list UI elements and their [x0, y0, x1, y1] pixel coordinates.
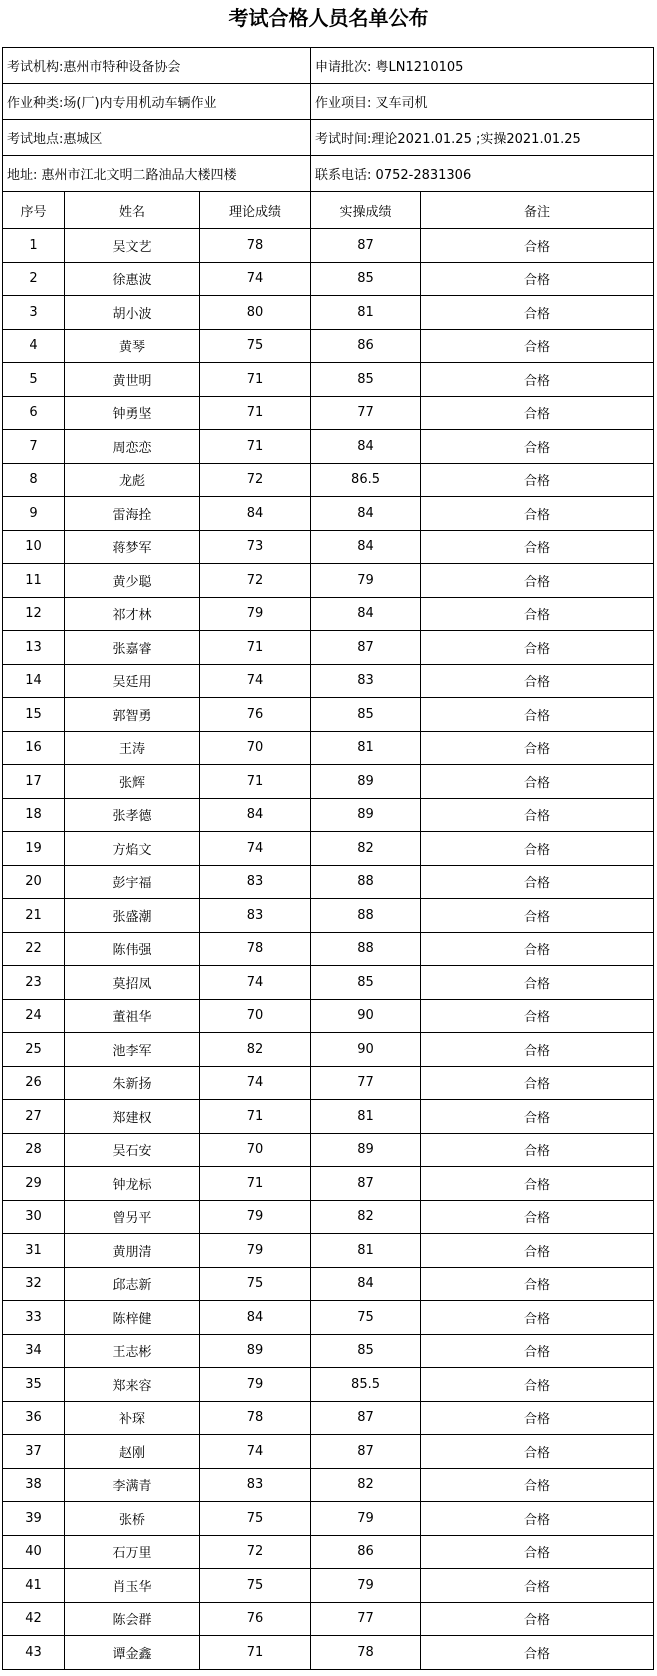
remark: 合格: [421, 1468, 654, 1502]
table-row: [3, 396, 654, 430]
remark: 合格: [421, 1535, 654, 1569]
row-number: 38: [3, 1468, 65, 1502]
table-row: [3, 497, 654, 531]
theory-score: 83: [200, 1468, 311, 1502]
remark: 合格: [421, 564, 654, 598]
row-number: 22: [3, 932, 65, 966]
practical-score: 88: [311, 899, 421, 933]
remark: 合格: [421, 430, 654, 464]
candidate-name: 周恋恋: [65, 430, 200, 464]
remark: 合格: [421, 631, 654, 665]
candidate-name: 胡小波: [65, 296, 200, 330]
table-row: [3, 1569, 654, 1603]
theory-score: 75: [200, 1502, 311, 1536]
row-number: 31: [3, 1234, 65, 1268]
candidate-name: 张孝德: [65, 798, 200, 832]
remark: 合格: [421, 1602, 654, 1636]
table-row: [3, 1267, 654, 1301]
theory-score: 84: [200, 798, 311, 832]
candidate-name: 黄世明: [65, 363, 200, 397]
exam-location: 考试地点:惠城区: [3, 120, 311, 156]
theory-score: 82: [200, 1033, 311, 1067]
application-batch: 申请批次: 粤LN1210105: [311, 48, 654, 84]
candidate-name: 补琛: [65, 1401, 200, 1435]
remark: 合格: [421, 363, 654, 397]
practical-score: 84: [311, 597, 421, 631]
table-row: [3, 363, 654, 397]
remark: 合格: [421, 832, 654, 866]
theory-score: 72: [200, 564, 311, 598]
theory-score: 74: [200, 1066, 311, 1100]
theory-score: 75: [200, 1267, 311, 1301]
table-row: [3, 329, 654, 363]
candidate-name: 黄少聪: [65, 564, 200, 598]
row-number: 35: [3, 1368, 65, 1402]
candidate-name: 董祖华: [65, 999, 200, 1033]
row-number: 28: [3, 1133, 65, 1167]
column-header-theory-score: 理论成绩: [200, 192, 311, 229]
practical-score: 81: [311, 1234, 421, 1268]
remark: 合格: [421, 262, 654, 296]
practical-score: 84: [311, 430, 421, 464]
table-row: [3, 1334, 654, 1368]
row-number: 42: [3, 1602, 65, 1636]
theory-score: 76: [200, 698, 311, 732]
remark: 合格: [421, 1636, 654, 1670]
candidate-name: 方焰文: [65, 832, 200, 866]
remark: 合格: [421, 463, 654, 497]
work-item: 作业项目: 叉车司机: [311, 84, 654, 120]
practical-score: 89: [311, 798, 421, 832]
table-row: [3, 1033, 654, 1067]
candidate-name: 曾另平: [65, 1200, 200, 1234]
theory-score: 79: [200, 597, 311, 631]
candidate-name: 池李军: [65, 1033, 200, 1067]
candidate-name: 朱新扬: [65, 1066, 200, 1100]
candidate-name: 祁才林: [65, 597, 200, 631]
candidate-name: 黄琴: [65, 329, 200, 363]
candidate-name: 陈会群: [65, 1602, 200, 1636]
remark: 合格: [421, 698, 654, 732]
practical-score: 75: [311, 1301, 421, 1335]
remark: 合格: [421, 1234, 654, 1268]
remark: 合格: [421, 999, 654, 1033]
practical-score: 82: [311, 1200, 421, 1234]
remark: 合格: [421, 1401, 654, 1435]
theory-score: 73: [200, 530, 311, 564]
row-number: 33: [3, 1301, 65, 1335]
candidate-name: 张辉: [65, 765, 200, 799]
row-number: 15: [3, 698, 65, 732]
table-row: [3, 865, 654, 899]
row-number: 10: [3, 530, 65, 564]
row-number: 43: [3, 1636, 65, 1670]
table-row: [3, 229, 654, 263]
theory-score: 79: [200, 1234, 311, 1268]
candidate-name: 龙彪: [65, 463, 200, 497]
row-number: 3: [3, 296, 65, 330]
row-number: 30: [3, 1200, 65, 1234]
theory-score: 78: [200, 229, 311, 263]
remark: 合格: [421, 932, 654, 966]
practical-score: 79: [311, 564, 421, 598]
remark: 合格: [421, 597, 654, 631]
table-row: [3, 430, 654, 464]
row-number: 40: [3, 1535, 65, 1569]
practical-score: 86: [311, 329, 421, 363]
results-table: [2, 47, 654, 1670]
theory-score: 74: [200, 664, 311, 698]
remark: 合格: [421, 1334, 654, 1368]
theory-score: 78: [200, 1401, 311, 1435]
table-row: [3, 530, 654, 564]
practical-score: 81: [311, 731, 421, 765]
table-row: [3, 1435, 654, 1469]
info-row: [3, 120, 654, 156]
candidate-name: 钟勇坚: [65, 396, 200, 430]
table-row: [3, 1468, 654, 1502]
table-row: [3, 597, 654, 631]
remark: 合格: [421, 1133, 654, 1167]
table-row: [3, 1200, 654, 1234]
theory-score: 83: [200, 899, 311, 933]
row-number: 37: [3, 1435, 65, 1469]
practical-score: 77: [311, 1066, 421, 1100]
remark: 合格: [421, 329, 654, 363]
table-row: [3, 1100, 654, 1134]
theory-score: 74: [200, 966, 311, 1000]
remark: 合格: [421, 798, 654, 832]
remark: 合格: [421, 1100, 654, 1134]
candidate-name: 雷海拴: [65, 497, 200, 531]
table-row: [3, 1234, 654, 1268]
practical-score: 88: [311, 932, 421, 966]
practical-score: 87: [311, 1167, 421, 1201]
candidate-name: 莫招凤: [65, 966, 200, 1000]
table-row: [3, 1167, 654, 1201]
row-number: 17: [3, 765, 65, 799]
practical-score: 85: [311, 966, 421, 1000]
practical-score: 85.5: [311, 1368, 421, 1402]
row-number: 39: [3, 1502, 65, 1536]
table-row: [3, 932, 654, 966]
candidate-name: 陈梓健: [65, 1301, 200, 1335]
candidate-name: 钟龙标: [65, 1167, 200, 1201]
table-row: [3, 1301, 654, 1335]
practical-score: 79: [311, 1502, 421, 1536]
practical-score: 90: [311, 1033, 421, 1067]
row-number: 34: [3, 1334, 65, 1368]
row-number: 9: [3, 497, 65, 531]
table-row: [3, 731, 654, 765]
table-row: [3, 798, 654, 832]
table-row: [3, 999, 654, 1033]
row-number: 6: [3, 396, 65, 430]
practical-score: 83: [311, 664, 421, 698]
theory-score: 75: [200, 1569, 311, 1603]
table-row: [3, 1636, 654, 1670]
remark: 合格: [421, 1502, 654, 1536]
table-header-row: [3, 192, 654, 229]
table-row: [3, 1401, 654, 1435]
practical-score: 85: [311, 1334, 421, 1368]
practical-score: 90: [311, 999, 421, 1033]
remark: 合格: [421, 664, 654, 698]
candidate-name: 张桥: [65, 1502, 200, 1536]
row-number: 32: [3, 1267, 65, 1301]
theory-score: 71: [200, 631, 311, 665]
remark: 合格: [421, 229, 654, 263]
theory-score: 79: [200, 1368, 311, 1402]
row-number: 4: [3, 329, 65, 363]
table-row: [3, 631, 654, 665]
table-row: [3, 463, 654, 497]
practical-score: 85: [311, 698, 421, 732]
row-number: 21: [3, 899, 65, 933]
theory-score: 78: [200, 932, 311, 966]
candidate-name: 吴石安: [65, 1133, 200, 1167]
theory-score: 71: [200, 1167, 311, 1201]
theory-score: 74: [200, 832, 311, 866]
exam-org: 考试机构:惠州市特种设备协会: [3, 48, 311, 84]
practical-score: 85: [311, 363, 421, 397]
remark: 合格: [421, 1569, 654, 1603]
remark: 合格: [421, 296, 654, 330]
theory-score: 76: [200, 1602, 311, 1636]
candidate-name: 谭金鑫: [65, 1636, 200, 1670]
row-number: 24: [3, 999, 65, 1033]
practical-score: 78: [311, 1636, 421, 1670]
practical-score: 87: [311, 1435, 421, 1469]
column-header-practical-score: 实操成绩: [311, 192, 421, 229]
practical-score: 85: [311, 262, 421, 296]
row-number: 25: [3, 1033, 65, 1067]
remark: 合格: [421, 1368, 654, 1402]
table-row: [3, 1066, 654, 1100]
practical-score: 87: [311, 229, 421, 263]
practical-score: 84: [311, 497, 421, 531]
row-number: 18: [3, 798, 65, 832]
candidate-name: 徐惠波: [65, 262, 200, 296]
row-number: 7: [3, 430, 65, 464]
practical-score: 77: [311, 1602, 421, 1636]
practical-score: 82: [311, 832, 421, 866]
row-number: 36: [3, 1401, 65, 1435]
table-row: [3, 262, 654, 296]
remark: 合格: [421, 530, 654, 564]
candidate-name: 郑来容: [65, 1368, 200, 1402]
practical-score: 86.5: [311, 463, 421, 497]
row-number: 20: [3, 865, 65, 899]
candidate-name: 肖玉华: [65, 1569, 200, 1603]
table-row: [3, 899, 654, 933]
remark: 合格: [421, 1066, 654, 1100]
theory-score: 72: [200, 463, 311, 497]
remark: 合格: [421, 731, 654, 765]
table-row: [3, 832, 654, 866]
table-row: [3, 664, 654, 698]
candidate-name: 邱志新: [65, 1267, 200, 1301]
candidate-name: 张嘉睿: [65, 631, 200, 665]
remark: 合格: [421, 497, 654, 531]
practical-score: 89: [311, 1133, 421, 1167]
row-number: 41: [3, 1569, 65, 1603]
table-row: [3, 966, 654, 1000]
remark: 合格: [421, 1435, 654, 1469]
theory-score: 71: [200, 765, 311, 799]
row-number: 14: [3, 664, 65, 698]
theory-score: 71: [200, 1100, 311, 1134]
remark: 合格: [421, 396, 654, 430]
candidate-name: 石万里: [65, 1535, 200, 1569]
theory-score: 70: [200, 731, 311, 765]
theory-score: 70: [200, 1133, 311, 1167]
theory-score: 83: [200, 865, 311, 899]
column-header-remark: 备注: [421, 192, 654, 229]
practical-score: 77: [311, 396, 421, 430]
row-number: 1: [3, 229, 65, 263]
column-header-name: 姓名: [65, 192, 200, 229]
theory-score: 72: [200, 1535, 311, 1569]
theory-score: 71: [200, 430, 311, 464]
candidate-name: 郑建权: [65, 1100, 200, 1134]
candidate-name: 李满青: [65, 1468, 200, 1502]
exam-time: 考试时间:理论2021.01.25 ;实操2021.01.25: [311, 120, 654, 156]
contact-phone: 联系电话: 0752-2831306: [311, 156, 654, 192]
theory-score: 71: [200, 396, 311, 430]
work-category: 作业种类:场(厂)内专用机动车辆作业: [3, 84, 311, 120]
row-number: 27: [3, 1100, 65, 1134]
theory-score: 70: [200, 999, 311, 1033]
row-number: 8: [3, 463, 65, 497]
practical-score: 82: [311, 1468, 421, 1502]
info-row: [3, 156, 654, 192]
candidate-name: 王涛: [65, 731, 200, 765]
candidate-name: 吴文艺: [65, 229, 200, 263]
table-row: [3, 1535, 654, 1569]
candidate-name: 赵刚: [65, 1435, 200, 1469]
row-number: 2: [3, 262, 65, 296]
remark: 合格: [421, 1200, 654, 1234]
candidate-name: 陈伟强: [65, 932, 200, 966]
row-number: 13: [3, 631, 65, 665]
theory-score: 74: [200, 1435, 311, 1469]
row-number: 5: [3, 363, 65, 397]
candidate-name: 王志彬: [65, 1334, 200, 1368]
row-number: 23: [3, 966, 65, 1000]
remark: 合格: [421, 1267, 654, 1301]
practical-score: 89: [311, 765, 421, 799]
theory-score: 84: [200, 497, 311, 531]
candidate-name: 蒋梦军: [65, 530, 200, 564]
practical-score: 81: [311, 1100, 421, 1134]
table-row: [3, 1133, 654, 1167]
remark: 合格: [421, 1301, 654, 1335]
candidate-name: 吴廷用: [65, 664, 200, 698]
practical-score: 84: [311, 530, 421, 564]
theory-score: 74: [200, 262, 311, 296]
practical-score: 87: [311, 631, 421, 665]
practical-score: 88: [311, 865, 421, 899]
address: 地址: 惠州市江北文明二路油品大楼四楼: [3, 156, 311, 192]
candidate-name: 郭智勇: [65, 698, 200, 732]
remark: 合格: [421, 765, 654, 799]
table-row: [3, 1368, 654, 1402]
row-number: 11: [3, 564, 65, 598]
page-title: 考试合格人员名单公布: [228, 6, 429, 30]
remark: 合格: [421, 1033, 654, 1067]
theory-score: 89: [200, 1334, 311, 1368]
theory-score: 80: [200, 296, 311, 330]
table-row: [3, 296, 654, 330]
practical-score: 87: [311, 1401, 421, 1435]
candidate-name: 彭宇福: [65, 865, 200, 899]
table-row: [3, 765, 654, 799]
row-number: 29: [3, 1167, 65, 1201]
column-header-number: 序号: [3, 192, 65, 229]
remark: 合格: [421, 1167, 654, 1201]
table-row: [3, 1502, 654, 1536]
theory-score: 84: [200, 1301, 311, 1335]
row-number: 19: [3, 832, 65, 866]
remark: 合格: [421, 865, 654, 899]
theory-score: 71: [200, 1636, 311, 1670]
row-number: 16: [3, 731, 65, 765]
theory-score: 71: [200, 363, 311, 397]
table-row: [3, 564, 654, 598]
theory-score: 79: [200, 1200, 311, 1234]
practical-score: 86: [311, 1535, 421, 1569]
candidate-name: 张盛潮: [65, 899, 200, 933]
info-row: [3, 48, 654, 84]
table-row: [3, 698, 654, 732]
info-row: [3, 84, 654, 120]
practical-score: 84: [311, 1267, 421, 1301]
remark: 合格: [421, 966, 654, 1000]
row-number: 12: [3, 597, 65, 631]
practical-score: 79: [311, 1569, 421, 1603]
theory-score: 75: [200, 329, 311, 363]
row-number: 26: [3, 1066, 65, 1100]
table-row: [3, 1602, 654, 1636]
candidate-name: 黄朋清: [65, 1234, 200, 1268]
remark: 合格: [421, 899, 654, 933]
practical-score: 81: [311, 296, 421, 330]
